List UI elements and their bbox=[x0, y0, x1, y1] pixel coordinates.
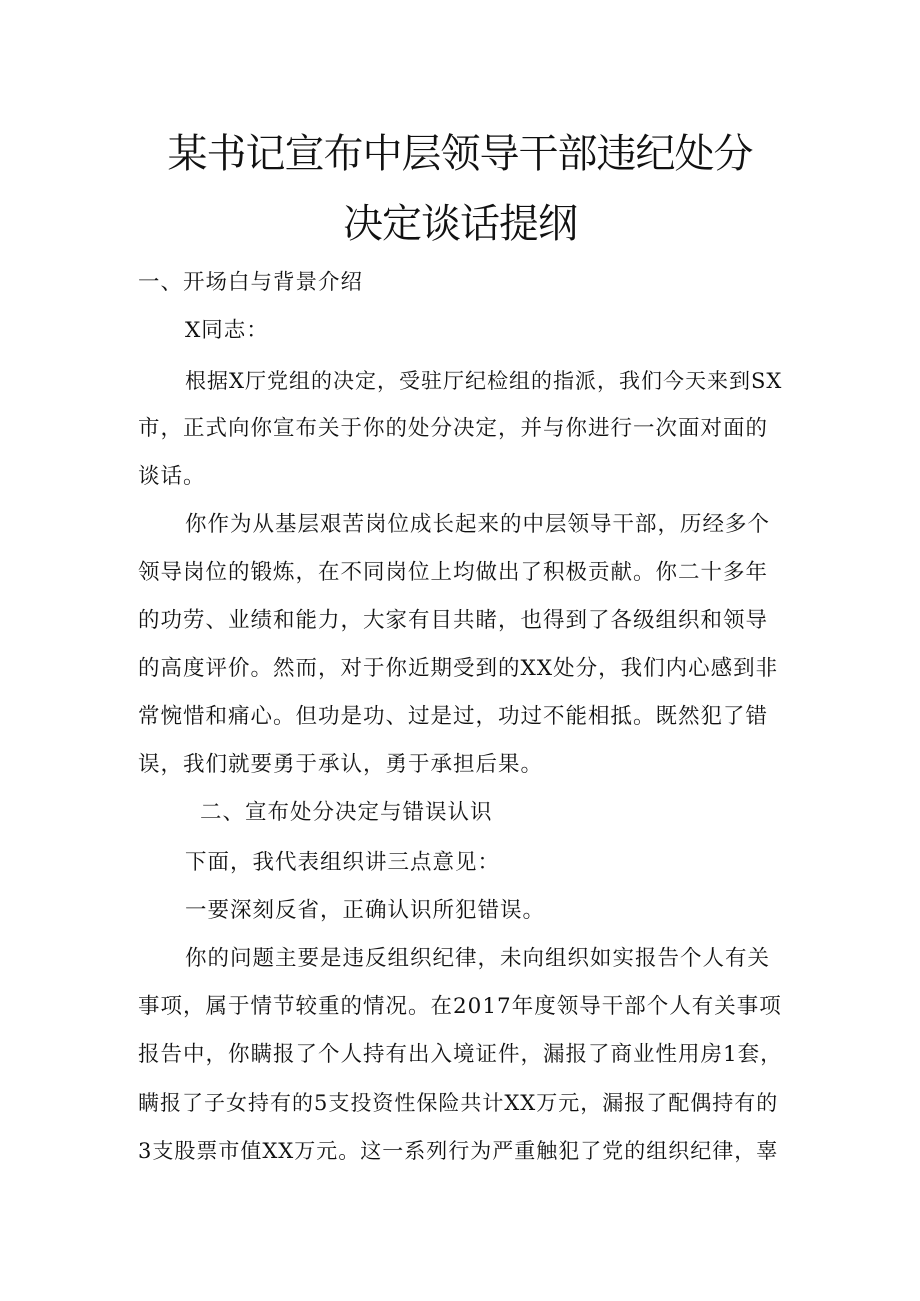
section-heading-2: 二、宣布处分决定与错误认识 bbox=[200, 800, 493, 825]
paragraph-line: 报告中，你瞒报了个人持有出入境证件，漏报了商业性用房1套， bbox=[138, 1042, 783, 1067]
paragraph-line: 误，我们就要勇于承认，勇于承担后果。 bbox=[138, 752, 544, 777]
paragraph-line: 3支股票市值XX万元。这一系列行为严重触犯了党的组织纪律，辜 bbox=[138, 1139, 779, 1163]
section-heading-1: 一、开场白与背景介绍 bbox=[138, 270, 364, 295]
salutation: X同志： bbox=[185, 318, 269, 343]
paragraph-line: 的高度评价。然而，对于你近期受到的XX处分，我们内心感到非 bbox=[138, 656, 779, 681]
paragraph-line: 常惋惜和痛心。但功是功、过是过，功过不能相抵。既然犯了错 bbox=[138, 704, 769, 729]
paragraph-line: 你的问题主要是违反组织纪律，未向组织如实报告个人有关 bbox=[185, 946, 771, 971]
paragraph-line: 的功劳、业绩和能力，大家有目共睹，也得到了各级组织和领导 bbox=[138, 608, 769, 633]
paragraph-line: 领导岗位的锻炼，在不同岗位上均做出了积极贡献。你二十多年 bbox=[138, 560, 769, 585]
paragraph-line: 根据X厅党组的决定，受驻厅纪检组的指派，我们今天来到SX bbox=[185, 369, 783, 393]
paragraph-line: 市，正式向你宣布关于你的处分决定，并与你进行一次面对面的 bbox=[138, 416, 769, 441]
paragraph-line: 瞒报了子女持有的5支投资性保险共计XX万元，漏报了配偶持有的 bbox=[138, 1091, 779, 1115]
paragraph-line: 事项，属于情节较重的情况。在2017年度领导干部个人有关事项 bbox=[138, 994, 782, 1019]
document-title-line-2: 决定谈话提纲 bbox=[343, 201, 577, 247]
paragraph-line: 一要深刻反省，正确认识所犯错误。 bbox=[185, 898, 546, 923]
document-title-line-1: 某书记宣布中层领导干部违纪处分 bbox=[167, 131, 753, 177]
paragraph-line: 谈话。 bbox=[138, 464, 206, 489]
paragraph-line: 你作为从基层艰苦岗位成长起来的中层领导干部，历经多个 bbox=[185, 512, 771, 537]
paragraph-line: 下面，我代表组织讲三点意见： bbox=[185, 850, 501, 875]
